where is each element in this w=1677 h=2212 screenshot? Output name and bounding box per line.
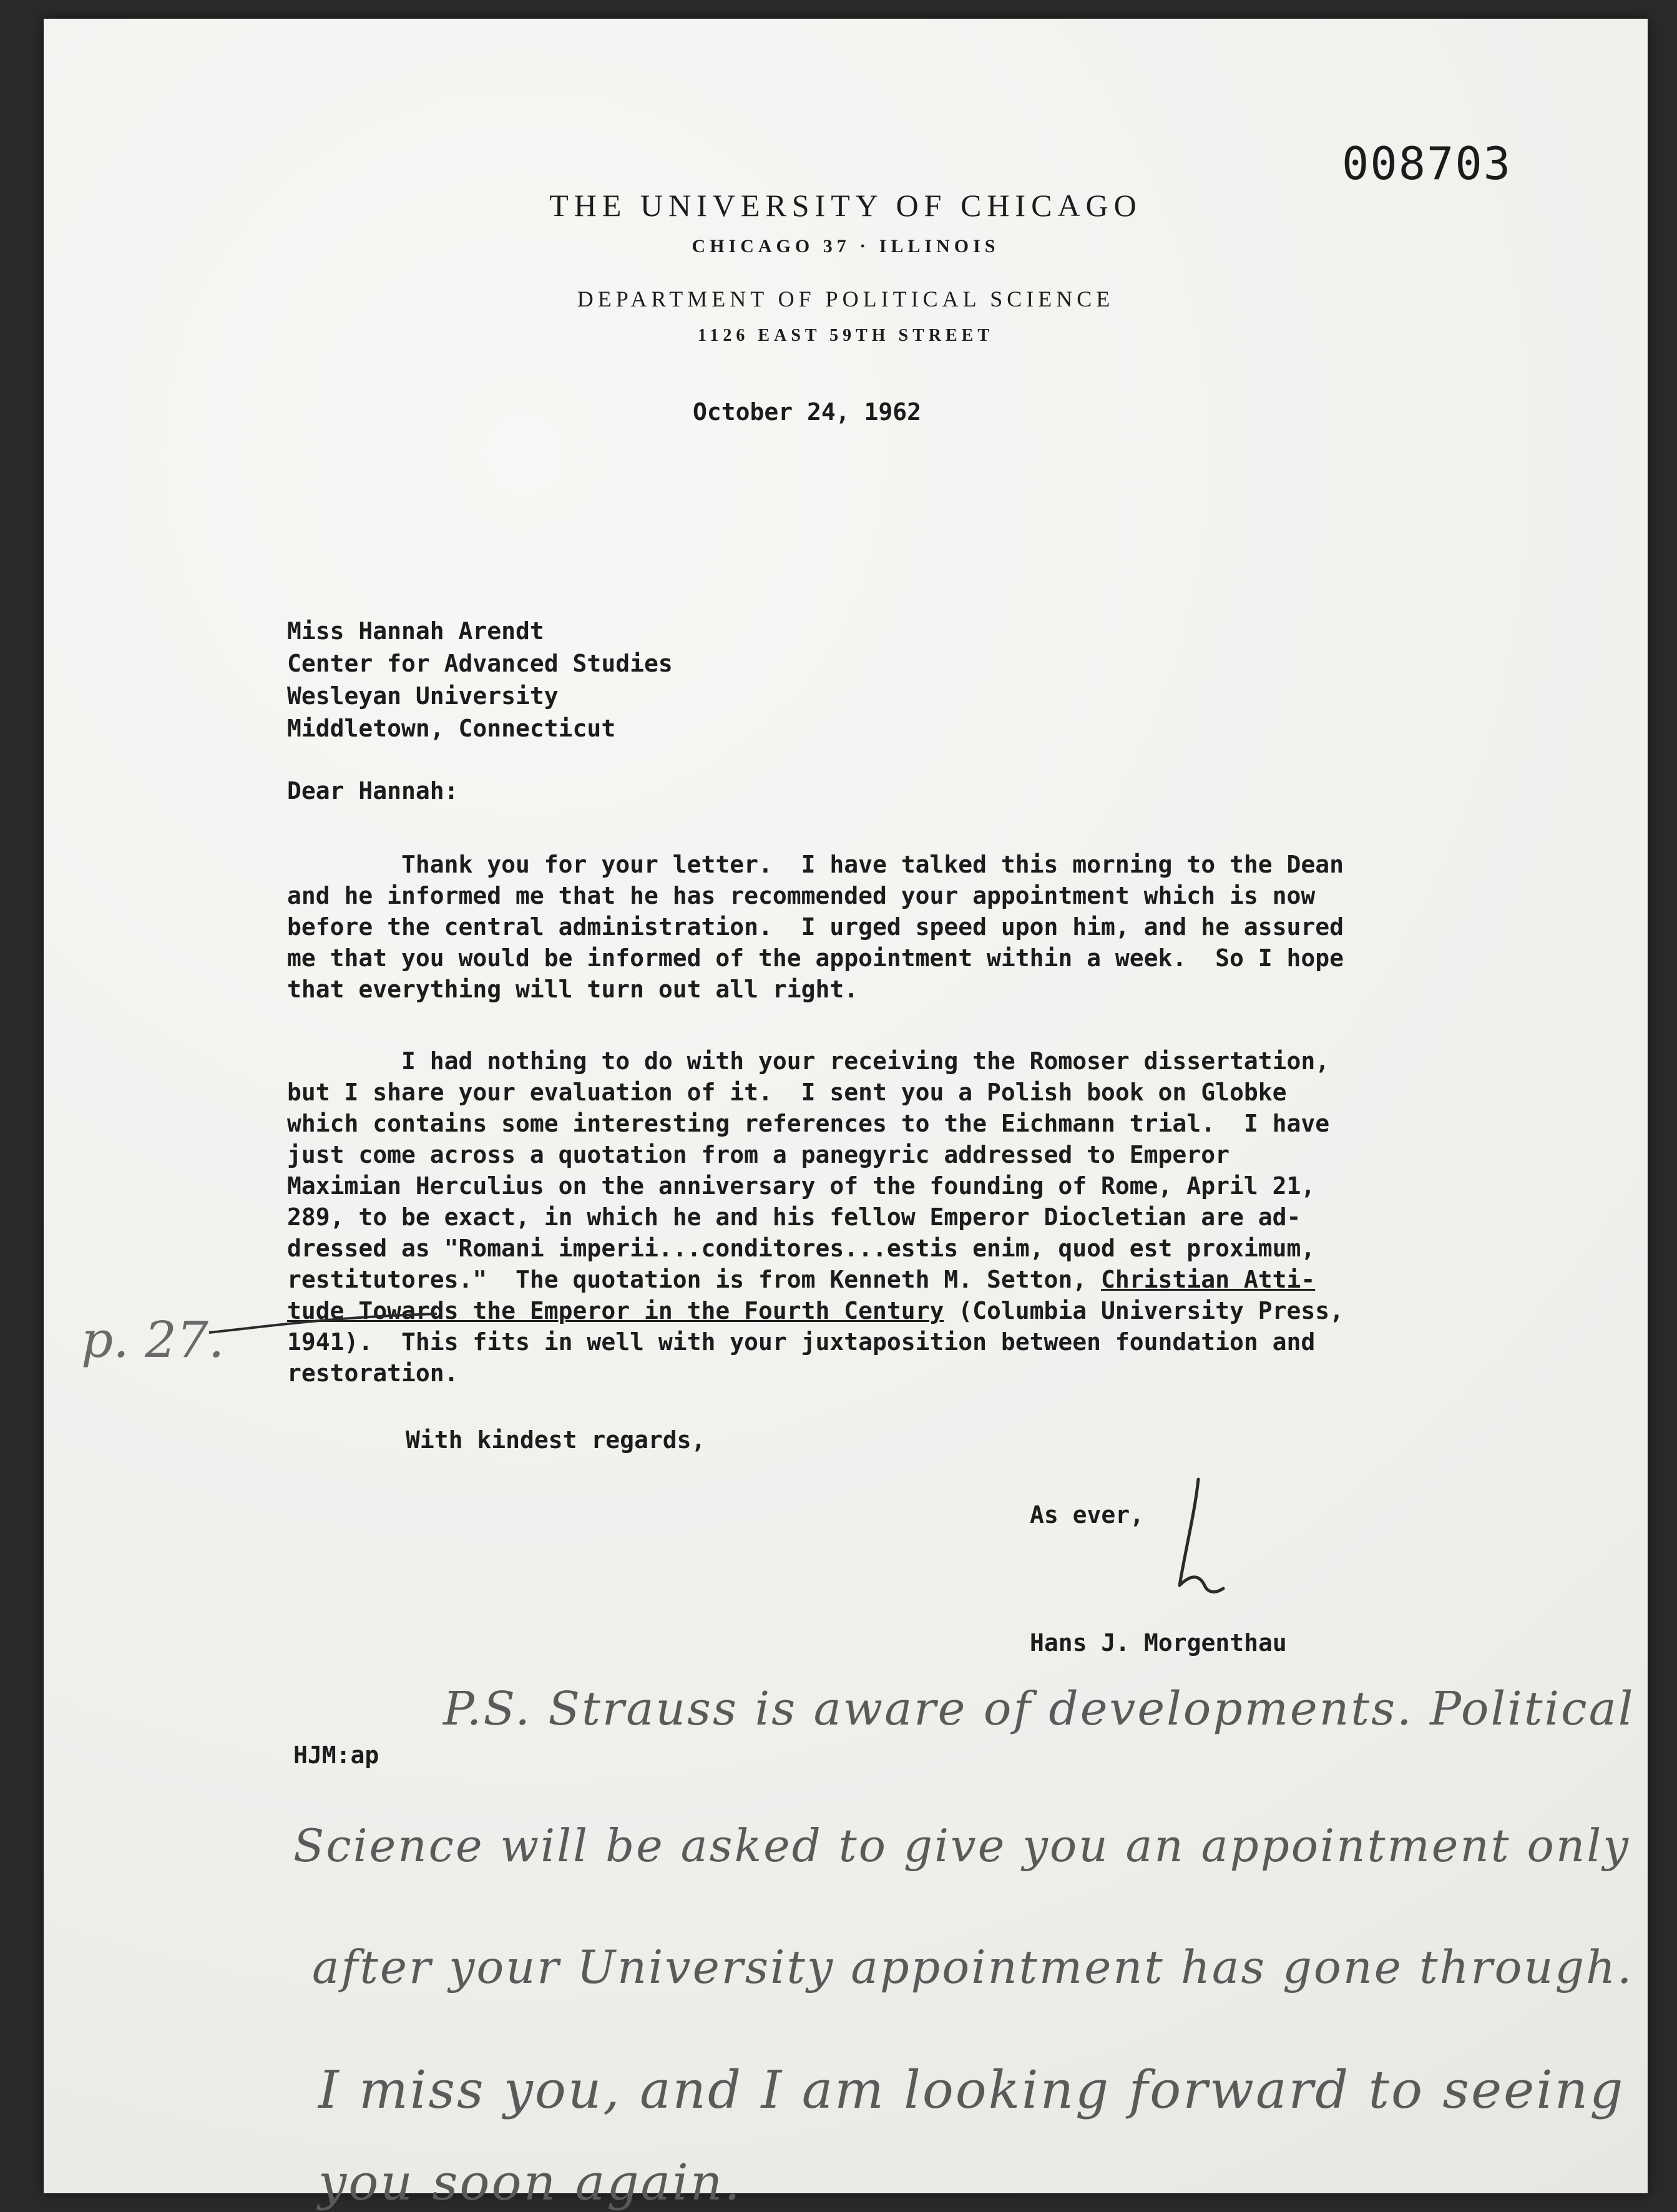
letterhead-street: 1126 EAST 59TH STREET (697, 326, 994, 345)
body-line: me that you would be informed of the appointment within a week. So I hope (287, 944, 1344, 972)
handwritten-line: P.S. Strauss is aware of developments. Political (443, 1682, 1635, 1736)
body-line: dressed as "Romani imperii...conditores...estis enim, quod est proximum, (287, 1235, 1316, 1262)
body-line: I had nothing to do with your receiving the Romoser dissertation, (287, 1047, 1330, 1075)
body-line: just come across a quotation from a panegyric addressed to Emperor (287, 1141, 1230, 1168)
handwritten-line: you soon again. (318, 2153, 742, 2211)
body-text: (Columbia University Press, (944, 1297, 1344, 1324)
body-line: which contains some interesting references to the Eichmann trial. I have (287, 1110, 1330, 1137)
letter-date: October 24, 1962 (693, 398, 922, 426)
letterhead-university-name: THE UNIVERSITY OF CHICAGO (549, 188, 1142, 223)
body-line: Maximian Herculius on the anniversary of the founding of Rome, April 21, (287, 1172, 1316, 1200)
salutation: Dear Hannah: (287, 777, 459, 805)
letter-page (44, 19, 1648, 2211)
typed-signature-name: Hans J. Morgenthau (1030, 1629, 1287, 1657)
body-line: restoration. (287, 1359, 459, 1387)
handwritten-line: after your University appointment has gone through. (312, 1941, 1634, 1994)
typist-initials: HJM:ap (293, 1741, 379, 1769)
body-line: 289, to be exact, in which he and his fellow Emperor Diocletian are ad- (287, 1203, 1301, 1231)
body-line: before the central administration. I urged speed upon him, and he assured (287, 913, 1344, 941)
handwritten-postscript (44, 19, 1648, 2211)
book-title-underlined: Christian Atti- (1101, 1266, 1316, 1293)
body-line: and he informed me that he has recommended your appointment which is now (287, 882, 1316, 909)
letterhead-department: DEPARTMENT OF POLITICAL SCIENCE (577, 286, 1115, 311)
recipient-line: Wesleyan University (287, 682, 559, 710)
letterhead-city: CHICAGO 37 · ILLINOIS (692, 236, 1000, 257)
handwritten-line: Science will be asked to give you an appointment only (293, 1819, 1630, 1872)
sign-off: As ever, (1030, 1501, 1145, 1529)
body-line: Thank you for your letter. I have talked this morning to the Dean (287, 851, 1344, 878)
recipient-line: Middletown, Connecticut (287, 715, 616, 742)
handwritten-line: I miss you, and I am looking forward to seeing (318, 2060, 1625, 2120)
body-text: restitutores." The quotation is from Kenneth M. Setton, (287, 1266, 1102, 1293)
margin-annotation: p. 27. (81, 1311, 225, 1369)
body-line: that everything will turn out all right. (287, 976, 859, 1003)
closing: With kindest regards, (406, 1426, 706, 1454)
body-line: 1941). This fits in well with your juxtaposition between foundation and (287, 1328, 1316, 1356)
body-line: but I share your evaluation of it. I sent you a Polish book on Globke (287, 1079, 1287, 1106)
book-title-underlined: tude Towards the Emperor in the Fourth Century (287, 1297, 944, 1324)
document-number-stamp: 008703 (1342, 137, 1512, 190)
recipient-line: Center for Advanced Studies (287, 650, 673, 677)
recipient-line: Miss Hannah Arendt (287, 617, 544, 645)
